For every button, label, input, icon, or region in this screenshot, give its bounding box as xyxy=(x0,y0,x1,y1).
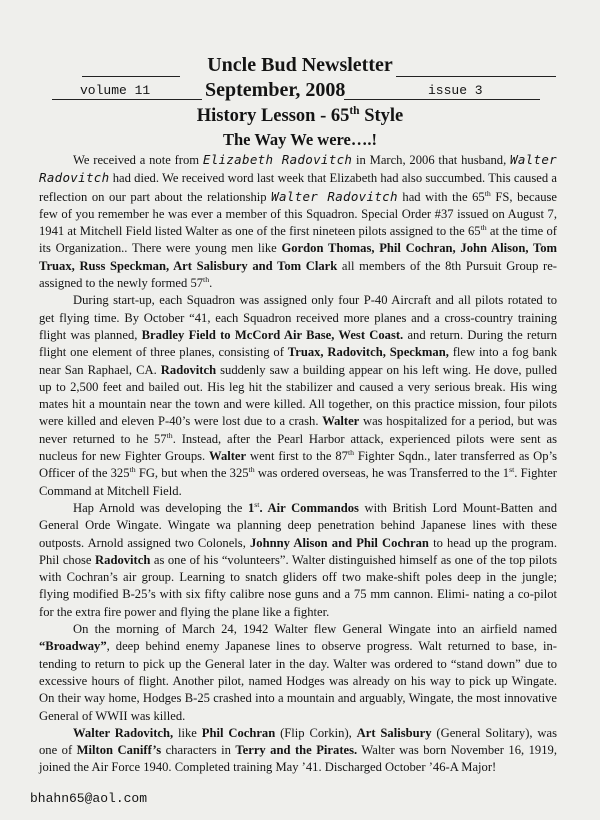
issue-label: issue 3 xyxy=(428,83,483,98)
article-body xyxy=(39,151,557,777)
paragraph-4: On the morning of March 24, 1942 Walter flew General Wingate into an airfield named “Broadway”, deep behind enemy Japanese lines to observe progress. Walt returned to base, in- tending to return to pick up the General later in the day. Walter was ordered to “stand down” due to excessive hours of flight. Another pilot, named Hodges was already on his way to pick up Wingate. On their way home, Hodges B-25 crashed into a mountain and arguably, Wingate, the most innovative General of WWII was killed. xyxy=(39,622,557,723)
handwritten-name: Walter Radovitch xyxy=(271,188,398,204)
masthead xyxy=(0,54,600,77)
paragraph-1: We received a note from Elizabeth Radovitch in March, 2006 that husband, Walter Radovitch had died. We received word last week that Elizabeth had also succumbed. This caused a reflection on our part about the relationship Walter Radovitch had with the 65th FS, because few of you remember he was ever a member of this Squadron. Special Order #37 issued on August 7, 1941 at Mitchell Field listed Walter as one of the first nineteen pilots assigned to the 65th at the time of its Organization.. There were young men like Gordon Thomas, Phil Cochran, John Alison, Tom Truax, Russ Speckman, Art Salisbury and Tom Clark all members of the 8th Pursuit Group re-assigned to the newly formed 57th. xyxy=(39,152,558,291)
paragraph-5: Walter Radovitch, like Phil Cochran (Flip Corkin), Art Salisbury (General Solitary), was one of Milton Caniff’s characters in Terry and the Pirates. Walter was born November 16, 1919, joined the Air Force 1940. Completed training May ’41. Discharged October ’46-A Major! xyxy=(39,725,557,775)
article-subheadline: The Way We were….! xyxy=(223,130,377,149)
handwritten-name: Walter Radovitch xyxy=(39,152,557,186)
date-rule-right xyxy=(344,99,540,100)
volume-label: volume 11 xyxy=(80,83,151,98)
paragraph-3: Hap Arnold was developing the 1st. Air Commandos with British Lord Mount-Batten and General Orde Wingate. Wingate wa planning deep penetration behind Japanese lines with these outposts. Arnold assigned two Colonels, Johnny Alison and Phil Cochran to head up the program. Phil chose Radovitch as one of his “volunteers”. Walter distinguished himself as one of the top pilots with Cochran’s air group. Learning to snatch gliders off two make-shift poles deep in the jungle; flying modified B-25’s with six fifty calibre nose guns and a 75 mm cannon. Elimi- nating a co-pilot for the extra fire power and flying the plane like a fighter. xyxy=(39,499,558,619)
article-headline: History Lesson - 65th Style xyxy=(196,104,404,126)
issue-date: September, 2008 xyxy=(205,79,346,101)
date-rule-left xyxy=(52,99,202,100)
contact-email: bhahn65@aol.com xyxy=(30,791,148,806)
handwritten-name: Elizabeth Radovitch xyxy=(202,152,353,167)
newsletter-title: Uncle Bud Newsletter xyxy=(207,54,393,76)
paragraph-2: During start-up, each Squadron was assigned only four P-40 Aircraft and all pilots rotated to get flying time. By October “41, each Squadron received more planes and a cross-country training flight was planned, Bradley Field to McCord Air Base, West Coast. and return. During the return flight one element of three planes, consisting of Truax, Radovitch, Speckman, flew into a fog bank near San Raphael, CA. Radovitch suddenly saw a building appear on his left wing. He dove, pulled up to 2,500 feet and bailed out. His leg hit the stabilizer and caused a very serious break. His wing mates hit a mountain near the town and were killed. All together, on this practice mission, four pilots were killed and eleven P-40’s were lost due to a crash. Walter was hospitalized for a period, but was never returned to he 57th. Instead, after the Pearl Harbor attack, experienced pilots were sent as nucleus for new Fighter Groups. Walter went first to the 87th Fighter Sqdn., later transferred as Op’s Officer of the 325th FG, but when the 325th was ordered overseas, he was Transferred to the 1st. Fighter Command at Mitchell Field. xyxy=(39,293,558,498)
